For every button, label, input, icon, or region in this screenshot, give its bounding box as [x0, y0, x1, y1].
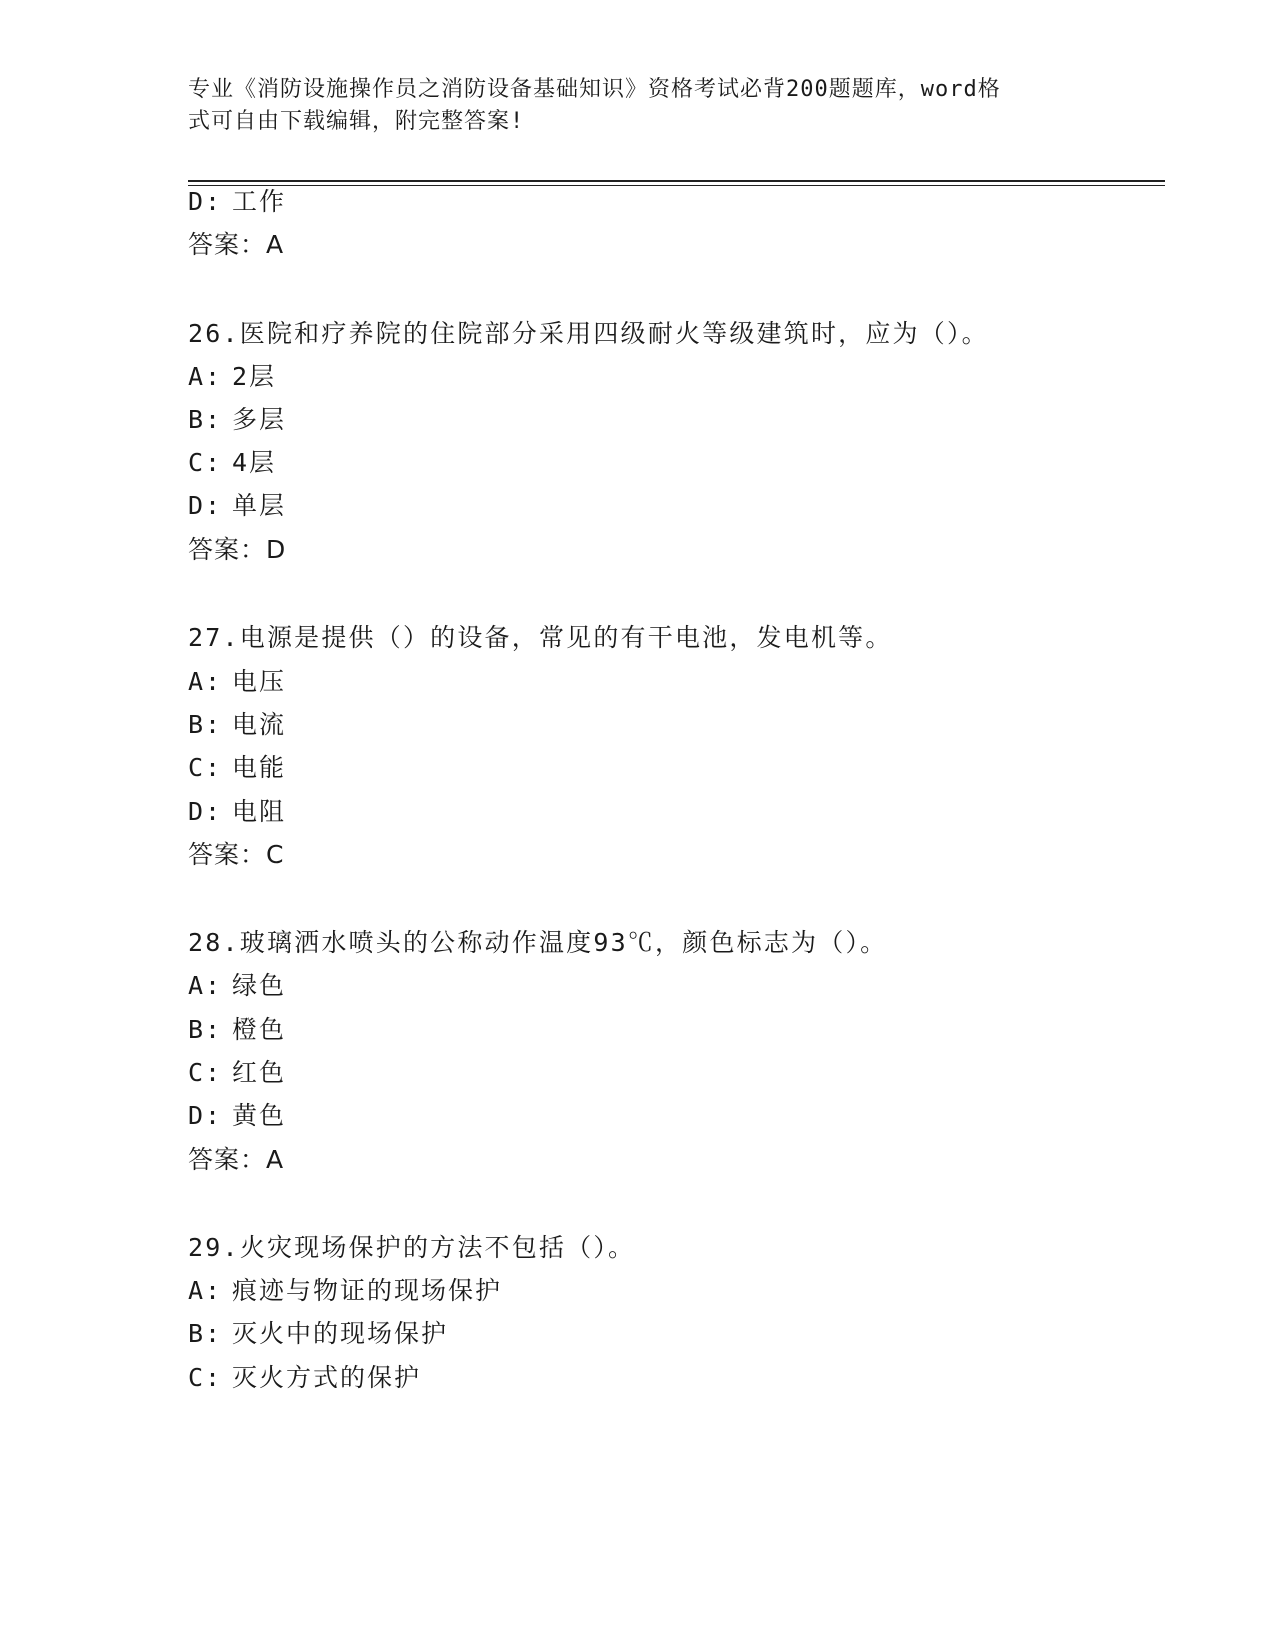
option-text: 2层: [232, 362, 277, 391]
q27-option-b: [188, 709, 286, 741]
option-text: 多层: [232, 405, 287, 434]
question-29: 29.火灾现场保护的方法不包括（）。: [188, 1233, 636, 1262]
option-label: D:: [188, 1101, 223, 1130]
q26-option-b: [188, 404, 286, 436]
option-label: C:: [188, 1363, 223, 1392]
option-text: 4层: [232, 448, 277, 477]
option-label: D:: [188, 491, 223, 520]
option-text: 电阻: [232, 797, 287, 826]
q27-option-d: [188, 796, 286, 828]
q29-option-b: [188, 1318, 448, 1350]
option-label: A:: [188, 362, 223, 391]
option-label: C:: [188, 753, 223, 782]
option-label: C:: [188, 448, 223, 477]
option-text: 电流: [232, 710, 287, 739]
q28-option-a: [188, 970, 286, 1002]
q26-option-c: [188, 447, 276, 479]
option-text: 电压: [232, 667, 287, 696]
option-text: 红色: [232, 1058, 287, 1087]
option-label: D:: [188, 797, 223, 826]
header-line-1: 专业《消防设施操作员之消防设备基础知识》资格考试必背200题题库，word格: [188, 77, 1001, 102]
option-text: 单层: [232, 491, 287, 520]
option-label: B:: [188, 710, 223, 739]
document-header: [188, 74, 1078, 138]
q26-option-a: [188, 361, 276, 393]
q26-answer: 答案：D: [188, 535, 287, 564]
option-label: A:: [188, 971, 223, 1000]
question-26: 26.医院和疗养院的住院部分采用四级耐火等级建筑时，应为（）。: [188, 319, 989, 348]
option-label: B:: [188, 405, 223, 434]
option-text: 灭火中的现场保护: [232, 1319, 449, 1348]
q27-option-c: [188, 752, 286, 784]
option-text: 黄色: [232, 1101, 287, 1130]
option-text: 工作: [232, 187, 287, 216]
q29-option-c: [188, 1362, 421, 1394]
prev-answer: 答案：A: [188, 230, 285, 259]
question-27: 27.电源是提供（）的设备，常见的有干电池，发电机等。: [188, 623, 893, 652]
q28-answer: 答案：A: [188, 1145, 285, 1174]
header-divider-thick: [188, 180, 1165, 182]
q27-option-a: [188, 666, 286, 698]
option-text: 电能: [232, 753, 287, 782]
option-label: C:: [188, 1058, 223, 1087]
option-label: D:: [188, 187, 223, 216]
option-text: 橙色: [232, 1015, 287, 1044]
option-text: 绿色: [232, 971, 287, 1000]
q28-option-c: [188, 1057, 286, 1089]
option-label: A:: [188, 667, 223, 696]
option-label: B:: [188, 1319, 223, 1348]
prev-option-d: [188, 186, 286, 218]
header-line-2: 式可自由下载编辑，附完整答案!: [188, 109, 525, 134]
q27-answer: 答案：C: [188, 840, 285, 869]
question-28: 28.玻璃洒水喷头的公称动作温度93℃，颜色标志为（）。: [188, 928, 888, 957]
q26-option-d: [188, 490, 286, 522]
q29-option-a: [188, 1275, 502, 1307]
q28-option-b: [188, 1014, 286, 1046]
header-divider-thin: [188, 185, 1165, 186]
option-text: 灭火方式的保护: [232, 1363, 422, 1392]
option-label: B:: [188, 1015, 223, 1044]
option-text: 痕迹与物证的现场保护: [232, 1276, 503, 1305]
q28-option-d: [188, 1100, 286, 1132]
option-label: A:: [188, 1276, 223, 1305]
